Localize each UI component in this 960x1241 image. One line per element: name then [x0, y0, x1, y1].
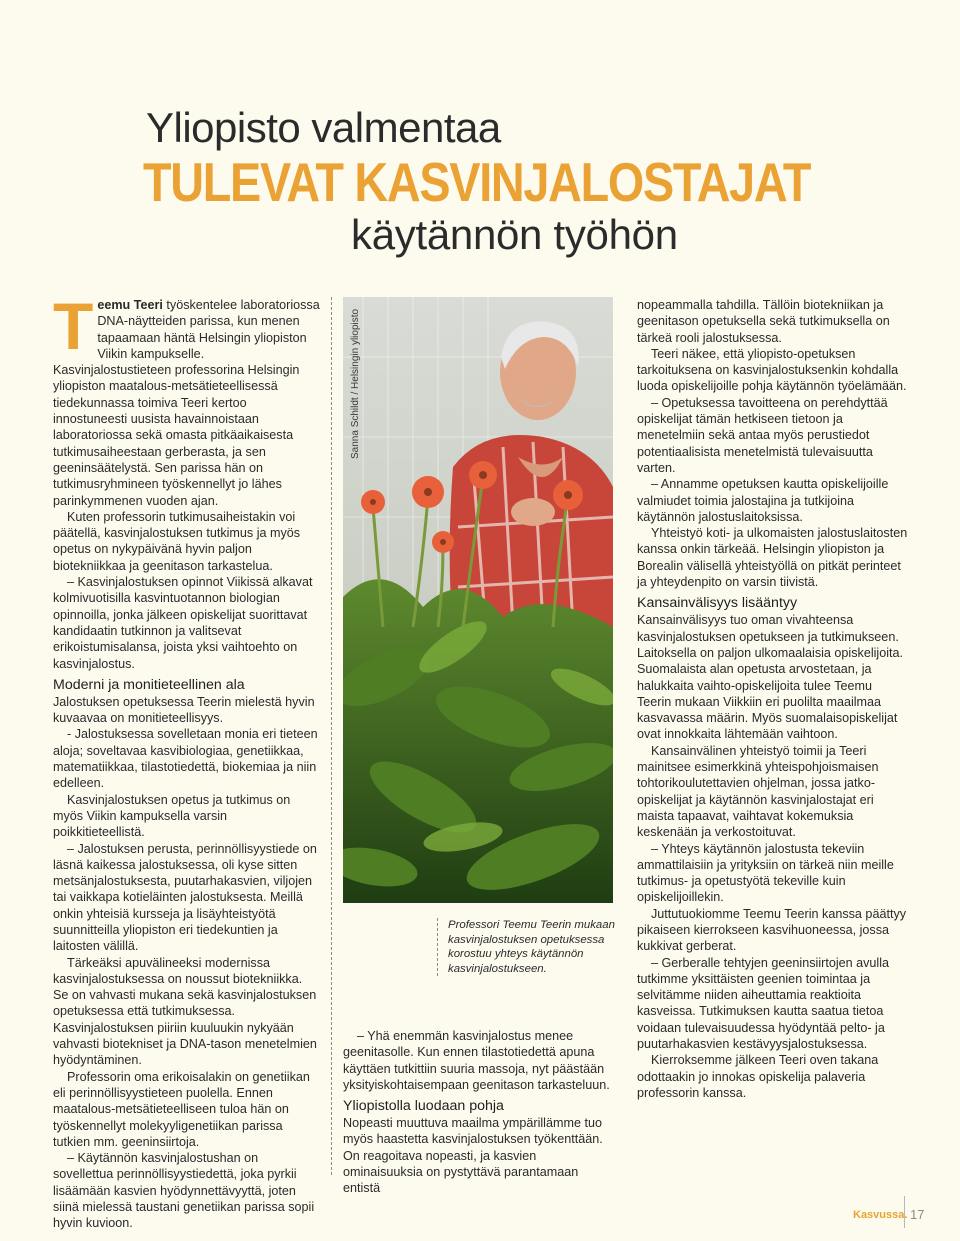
article-column-2 — [343, 1028, 613, 1197]
title-line-3: käytännön työhön — [351, 211, 678, 258]
lead-name: eemu Teeri — [97, 298, 163, 312]
paragraph: Juttutuokiomme Teemu Teerin kanssa päättyy pikaiseen kierrokseen kasvihuoneessa, jossa kukkivat gerberat. — [637, 906, 907, 954]
subheading: Yliopistolla luodaan pohja — [343, 1098, 504, 1115]
column-divider — [331, 297, 332, 1175]
paragraph: Professorin oma erikoisalakin on genetiikan eli perinnöllisyystieteen puolella. Ennen maatalous-metsätieteelliseen tuloa hän on työskennellyt molekyyligenetiikan parissa tutkien mm. geeninsiirtoja. — [53, 1069, 310, 1149]
page-number: 17 — [910, 1207, 925, 1222]
paragraph: Kansainvälisyys tuo oman vivahteensa kasvinjalostuksen opetukseen ja tutkimukseen. Laitoksella on paljon ulkomaalaisia opiskelijoita. Suomalaista alan opetusta arvostetaan, ja halukkaita vaihto-opiskelijoita tulee Teemu Teerin mukaan Viikkiin eri puolilta maailmaa kasvavassa määrin. Myös suomalaisopiskelijat ovat innokkaita lähtemään vaihtoon. — [637, 613, 904, 742]
title-line-2: TULEVAT KASVINJALOSTAJAT — [143, 151, 811, 213]
photo-credit: Sanna Schildt / Helsingin yliopisto — [350, 308, 361, 459]
paragraph: Tärkeäksi apuvälineeksi modernissa kasvinjalostuksessa on noussut biotekniikka. Se on vahvasti mukana sekä kasvinjalostuksen opetuksessa että tutkimuksessa. Kasvinjalostuksen piiriin kuuluukin nykyään vahvasti biotekniset ja DNA-tason menetelmien hyödyntäminen. — [53, 955, 317, 1068]
lead-paragraph — [53, 289, 321, 509]
professor-greenhouse-photo — [343, 297, 613, 903]
article-column-3 — [637, 297, 908, 1101]
paragraph: Kansainvälinen yhteistyö toimii ja Teeri mainitsee esimerkkinä yhteispohjoismaisen tohtorikoulutettavien ohjelman, jossa jatko-opiskelijat ja käytännön kasvinjalostajat eri maista tapaavat, vaihtavat kokemuksia keskenään ja verkostoituvat. — [637, 743, 879, 840]
caption-divider — [437, 918, 438, 976]
paragraph: – Annamme opetuksen kautta opiskelijoille valmiudet toimia jalostajina ja tutkijoina käytännön jalostuslaitoksissa. — [637, 477, 889, 524]
paragraph: – Jalostuksen perusta, perinnöllisyystiede on läsnä kaikessa jalostuksessa, oli kyse sitten metsänjalostuksesta, puutarhakasvien, viljojen tai vaikkapa kotieläinten jalostuksesta. Meillä onkin yhteisiä kursseja ja lisäyhteistyötä suunnitteilla yliopiston eri tiedekuntien ja laitosten välillä. — [53, 841, 317, 954]
paragraph: Nopeasti muuttuva maailma ympärillämme tuo myös haastetta kasvinjalostuksen työkenttään. On reagoitava nopeasti, ja kasvien ominaisuuksia on pystyttävä parantamaan entistä — [343, 1116, 603, 1196]
paragraph: – Yhteys käytännön jalostusta tekeviin ammattilaisiin ja yrityksiin on tärkeä niin meille tutkimus- ja opetustyötä tekeville kuin opiskelijoillekin. — [637, 841, 894, 905]
subheading: Kansainvälisyys lisääntyy — [637, 595, 798, 612]
paragraph: Kierroksemme jälkeen Teeri oven takana odottaakin jo innokas opiskelija palaveria professorin kanssa. — [637, 1053, 879, 1100]
dropcap: T — [53, 289, 94, 363]
footer-separator — [904, 1196, 905, 1228]
article-column-1 — [53, 289, 321, 1232]
paragraph: – Gerberalle tehtyjen geeninsiirtojen avulla tutkimme yksittäisten geenien toimintaa ja selvitämme niiden aiheuttamia reaktioita kasveissa. Tutkimuksen kautta saatua tietoa voidaan tulevaisuudessa hyödyntää pelto- ja puutarhakasvien kestävyysjalostuksessa. — [637, 955, 890, 1052]
title-line-1: Yliopisto valmentaa — [146, 104, 501, 151]
photo-illustration — [343, 297, 613, 903]
subheading: Moderni ja monitieteellinen ala — [53, 676, 245, 693]
photo-caption: Professori Teemu Teerin mukaan kasvinjalostuksen opetuksessa korostuu yhteys käytännön kasvinjalostukseen. — [448, 919, 615, 975]
paragraph: Teeri näkee, että yliopisto-opetuksen tarkoituksena on kasvinjalostuksenkin kohdalla luoda opiskelijoille pohja käytännön työelämään. — [637, 346, 907, 394]
paragraph: Kasvinjalostuksen opetus ja tutkimus on myös Viikin kampuksella varsin poikkitieteellistä. — [53, 792, 291, 840]
paragraph: nopeammalla tahdilla. Tällöin biotekniikan ja geenitason opetuksella sekä tutkimuksella on tärkeä rooli jalostuksessa. — [637, 298, 890, 345]
paragraph: – Kasvinjalostuksen opinnot Viikissä alkavat kolmivuotisilla kasvintuotannon biologian opinnoilla, jonka jälkeen opiskelijat suorittavat kandidaatin tutkinnon ja valitsevat erikoistumisalansa, joista yksi vaihtoehto on kasvinjalostus. — [53, 575, 313, 671]
paragraph: Jalostuksen opetuksessa Teerin mielestä hyvin kuvaavaa on monitieteellisyys. — [53, 694, 315, 726]
magazine-brand: Kasvussa. — [853, 1209, 908, 1221]
paragraph: – Yhä enemmän kasvinjalostus menee geenitasolle. Kun ennen tilastotiedettä apuna käyttäen tutkittiin suuria massoja, nyt päästään yksityiskohtaisempaan geenitason tarkasteluun. — [343, 1029, 610, 1092]
paragraph: Kuten professorin tutkimusaiheistakin voi päätellä, kasvinjalostuksen tutkimus ja myös opetus on nykypäivänä hyvin paljon biotekniikkaa ja geenitason tarkastelua. — [53, 509, 301, 573]
lead-text: työskentelee laboratoriossa DNA-näytteiden parissa, kun menen tapaamaan häntä Helsingin yliopiston Viikin kampukselle. Kasvinjalostustieteen professorina Helsingin yliopiston maatalous-metsätieteellisessä tiedekunnassa toimiva Teeri kertoo innostuneesti uusista havainnoistaan laboratoriossa sekä omasta pitkäaikaisesta tutkimusaiheestaan gerberasta, ja sen geeninsäätelystä. Sen parissa hän on tutkimusryhmineen työskennellyt jo lähes parinkymmenen vuoden ajan. — [53, 298, 320, 508]
paragraph: – Käytännön kasvinjalostushan on sovellettua perinnöllisyystiedettä, joka pyrkii lisäämään kasvien hyödynnettävyyttä, joten siinä mielessä taustani genetiikan parissa sopii hyvin kuvioon. — [53, 1151, 315, 1231]
paragraph: – Opetuksessa tavoitteena on perehdyttää opiskelijat tämän hetkiseen tietoon ja menetelmiin sekä antaa myös perustiedot potentiaalisista menetelmistä tulevaisuutta varten. — [637, 395, 888, 475]
paragraph: Yhteistyö koti- ja ulkomaisten jalostuslaitosten kanssa onkin tärkeää. Helsingin yliopiston ja Borealin välisellä yhteistyöllä on pitkät perinteet ja yhteydenpito on varsin tiivistä. — [637, 526, 908, 590]
paragraph: - Jalostuksessa sovelletaan monia eri tieteen aloja; soveltavaa kasvibiologiaa, genetiikkaa, matematiikkaa, tilastotiedettä, biokemiaa ja niin edelleen. — [53, 727, 318, 791]
